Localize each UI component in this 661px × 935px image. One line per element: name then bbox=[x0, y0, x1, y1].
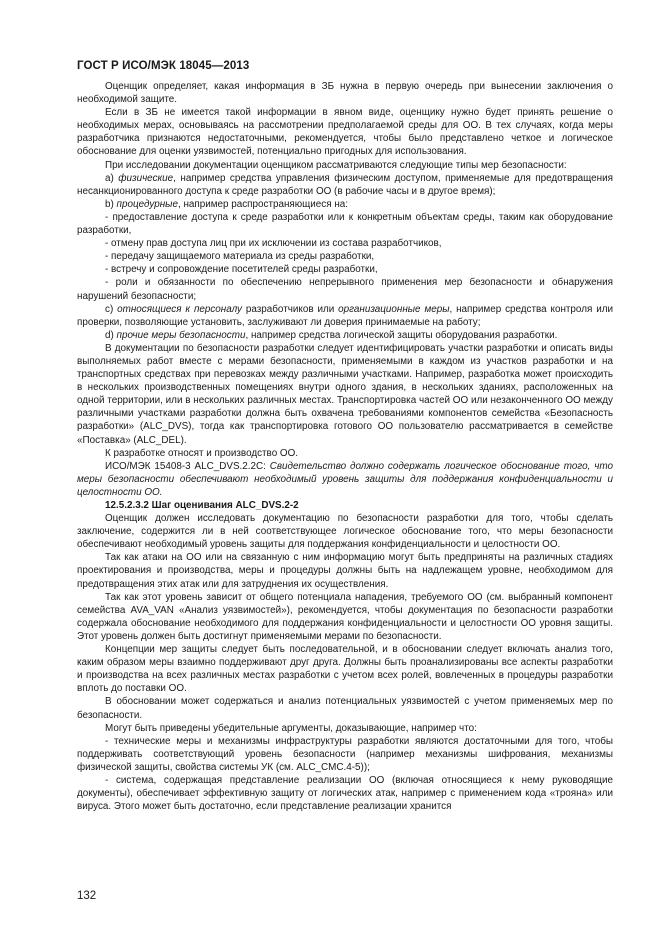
dash-item: - передачу защищаемого материала из среды разработки, bbox=[105, 251, 375, 263]
dash-item: - технические меры и механизмы инфраструктуры разработки являются достаточными для того, чтобы поддерживать соответствующий уровень безопасности (например механизмы шифрования, механизмы физической защиты, свойства системы УК (см. ALC_CMC.4-5)); bbox=[77, 735, 613, 773]
list-marker: c) bbox=[105, 303, 114, 315]
section-heading: 12.5.2.3.2 Шаг оценивания ALC_DVS.2-2 bbox=[105, 500, 299, 511]
standard-note bbox=[77, 460, 613, 499]
document-body bbox=[77, 80, 613, 813]
paragraph: Оценщик определяет, какая информация в ЗБ нужна в первую очередь при вынесении заключения о необходимой защите. bbox=[77, 81, 613, 106]
paragraph: В документации по безопасности разработки следует идентифицировать участки разработки и описать виды выполняемых работ вместе с мерами безопасности, применяемыми в каждом из участков разработки и на транспортных средствах при перевозках между различными участками. Например, разработка может происходить в нескольких производственных помещениях внутри одного здания, в нескольких зданиях, расположенных на одной территории, или в нескольких различных местах. Транспортировка частей ОО или незаконченного ОО между различными участками разработки должна быть охвачена требованиями компонентов семейства «Безопасность разработки» (ALC_DVS), тогда как транспортировка готового ОО пользователю рассматривается в семействе «Поставка» (ALC_DEL). bbox=[77, 342, 613, 446]
dash-item: - предоставление доступа к среде разработки или к конкретным объектам среды, таким как оборудование разработки, bbox=[77, 211, 613, 237]
list-item-a: a) физические, например средства управления физическим доступом, применяемые для предотвращения несанкционированного доступа к среде разработки ОО (в рабочие часы и в другое время); bbox=[77, 172, 613, 197]
paragraph: К разработке относят и производство ОО. bbox=[105, 447, 299, 459]
dash-item: - роли и обязанности по обеспечению непрерывного применения мер безопасности и обнаружения нарушений безопасности; bbox=[77, 277, 613, 302]
list-item-d: d) прочие меры безопасности, например средства логической защиты оборудования разработки. bbox=[105, 329, 558, 341]
paragraph: Так как атаки на ОО или на связанную с ним информацию могут быть предприняты на различных стадиях проектирования и производства, меры и процедуры должны быть на надлежащем уровне, необходимом для предотвращения этих атак или для затруднения их осуществления. bbox=[77, 552, 613, 590]
document-header: ГОСТ Р ИСО/МЭК 18045—2013 bbox=[77, 60, 250, 72]
paragraph: При исследовании документации оценщиком рассматриваются следующие типы мер безопасности: bbox=[105, 159, 567, 171]
paragraph: Если в ЗБ не имеется такой информации в явном виде, оценщику нужно будет принять решение о необходимых мерах, основываясь на рассмотрении предполагаемой среды для ОО. В тех случаях, когда меры разработчика признаются недостаточными, рекомендуется, чтобы было представлено четкое и логическое обоснование для оценки уязвимостей, потенциально пригодных для использования. bbox=[77, 107, 613, 158]
list-term: процедурные bbox=[116, 198, 178, 210]
list-marker: b) bbox=[105, 198, 114, 210]
list-item-c: c) относящиеся к персоналу разработчиков или организационные меры, например средства контроля или проверки, позволяющие установить, заслуживают ли доверия принимаемые на работу; bbox=[77, 303, 613, 328]
dash-item: - система, содержащая представление реализации ОО (включая относящиеся к нему руководящие документы), обеспечивает эффективную защиту от логических атак, например с применением кода «трояна» или вируса. Этого может быть достаточно, если представление реализации хранится bbox=[77, 774, 613, 813]
dash-item: - отмену прав доступа лиц при их исключении из состава разработчиков, bbox=[105, 238, 442, 250]
list-marker: a) bbox=[105, 172, 114, 184]
list-term: организационные меры bbox=[338, 303, 450, 315]
list-term: физические bbox=[118, 172, 174, 184]
paragraph: В обосновании может содержаться и анализ потенциальных уязвимостей с учетом применяемых мер по безопасности. bbox=[77, 696, 613, 721]
paragraph: Концепции мер защиты следует быть последовательной, и в обосновании следует включать анализ того, каким образом меры взаимно поддерживают друг друга. Должны быть проанализированы все аспекты разработки и производства на всех различных местах разработки с учетом всех ролей, вовлеченных в процедуры разработки вплоть до поставки ОО. bbox=[77, 644, 613, 695]
paragraph: Так как этот уровень зависит от общего потенциала нападения, требуемого ОО (см. выбранный компонент семейства AVA_VAN «Анализ уязвимостей»), рекомендуется, чтобы документация по безопасности разработки содержала обоснование необходимого для поддержания конфиденциальности и целостности ОО уровня защиты. Этот уровень должен быть достигнут применяемыми мерами по безопасности. bbox=[77, 591, 613, 642]
list-item-b: b) процедурные, например распространяющиеся на: bbox=[105, 198, 349, 210]
list-term: относящиеся к персоналу bbox=[117, 303, 242, 315]
note-text: Свидетельство должно содержать логическое обоснование того, что меры безопасности обеспечивают необходимый уровень защиты для поддержания конфиденциальности и целостности ОО. bbox=[77, 460, 613, 498]
list-term: прочие меры безопасности bbox=[116, 329, 246, 341]
paragraph: Оценщик должен исследовать документацию по безопасности разработки для того, чтобы сделать заключение, содержится ли в ней соответствующее логическое обоснование того, что меры безопасности обеспечивают необходимый уровень защиты для поддержания конфиденциальности и целостности ОО. bbox=[77, 513, 613, 551]
paragraph: Могут быть приведены убедительные аргументы, доказывающие, например что: bbox=[105, 722, 477, 734]
dash-item: - встречу и сопровождение посетителей среды разработки, bbox=[105, 264, 378, 276]
note-lead: ИСО/МЭК 15408-3 ALC_DVS.2.2C: bbox=[105, 460, 270, 472]
page-number: 132 bbox=[77, 890, 97, 902]
list-marker: d) bbox=[105, 329, 114, 341]
